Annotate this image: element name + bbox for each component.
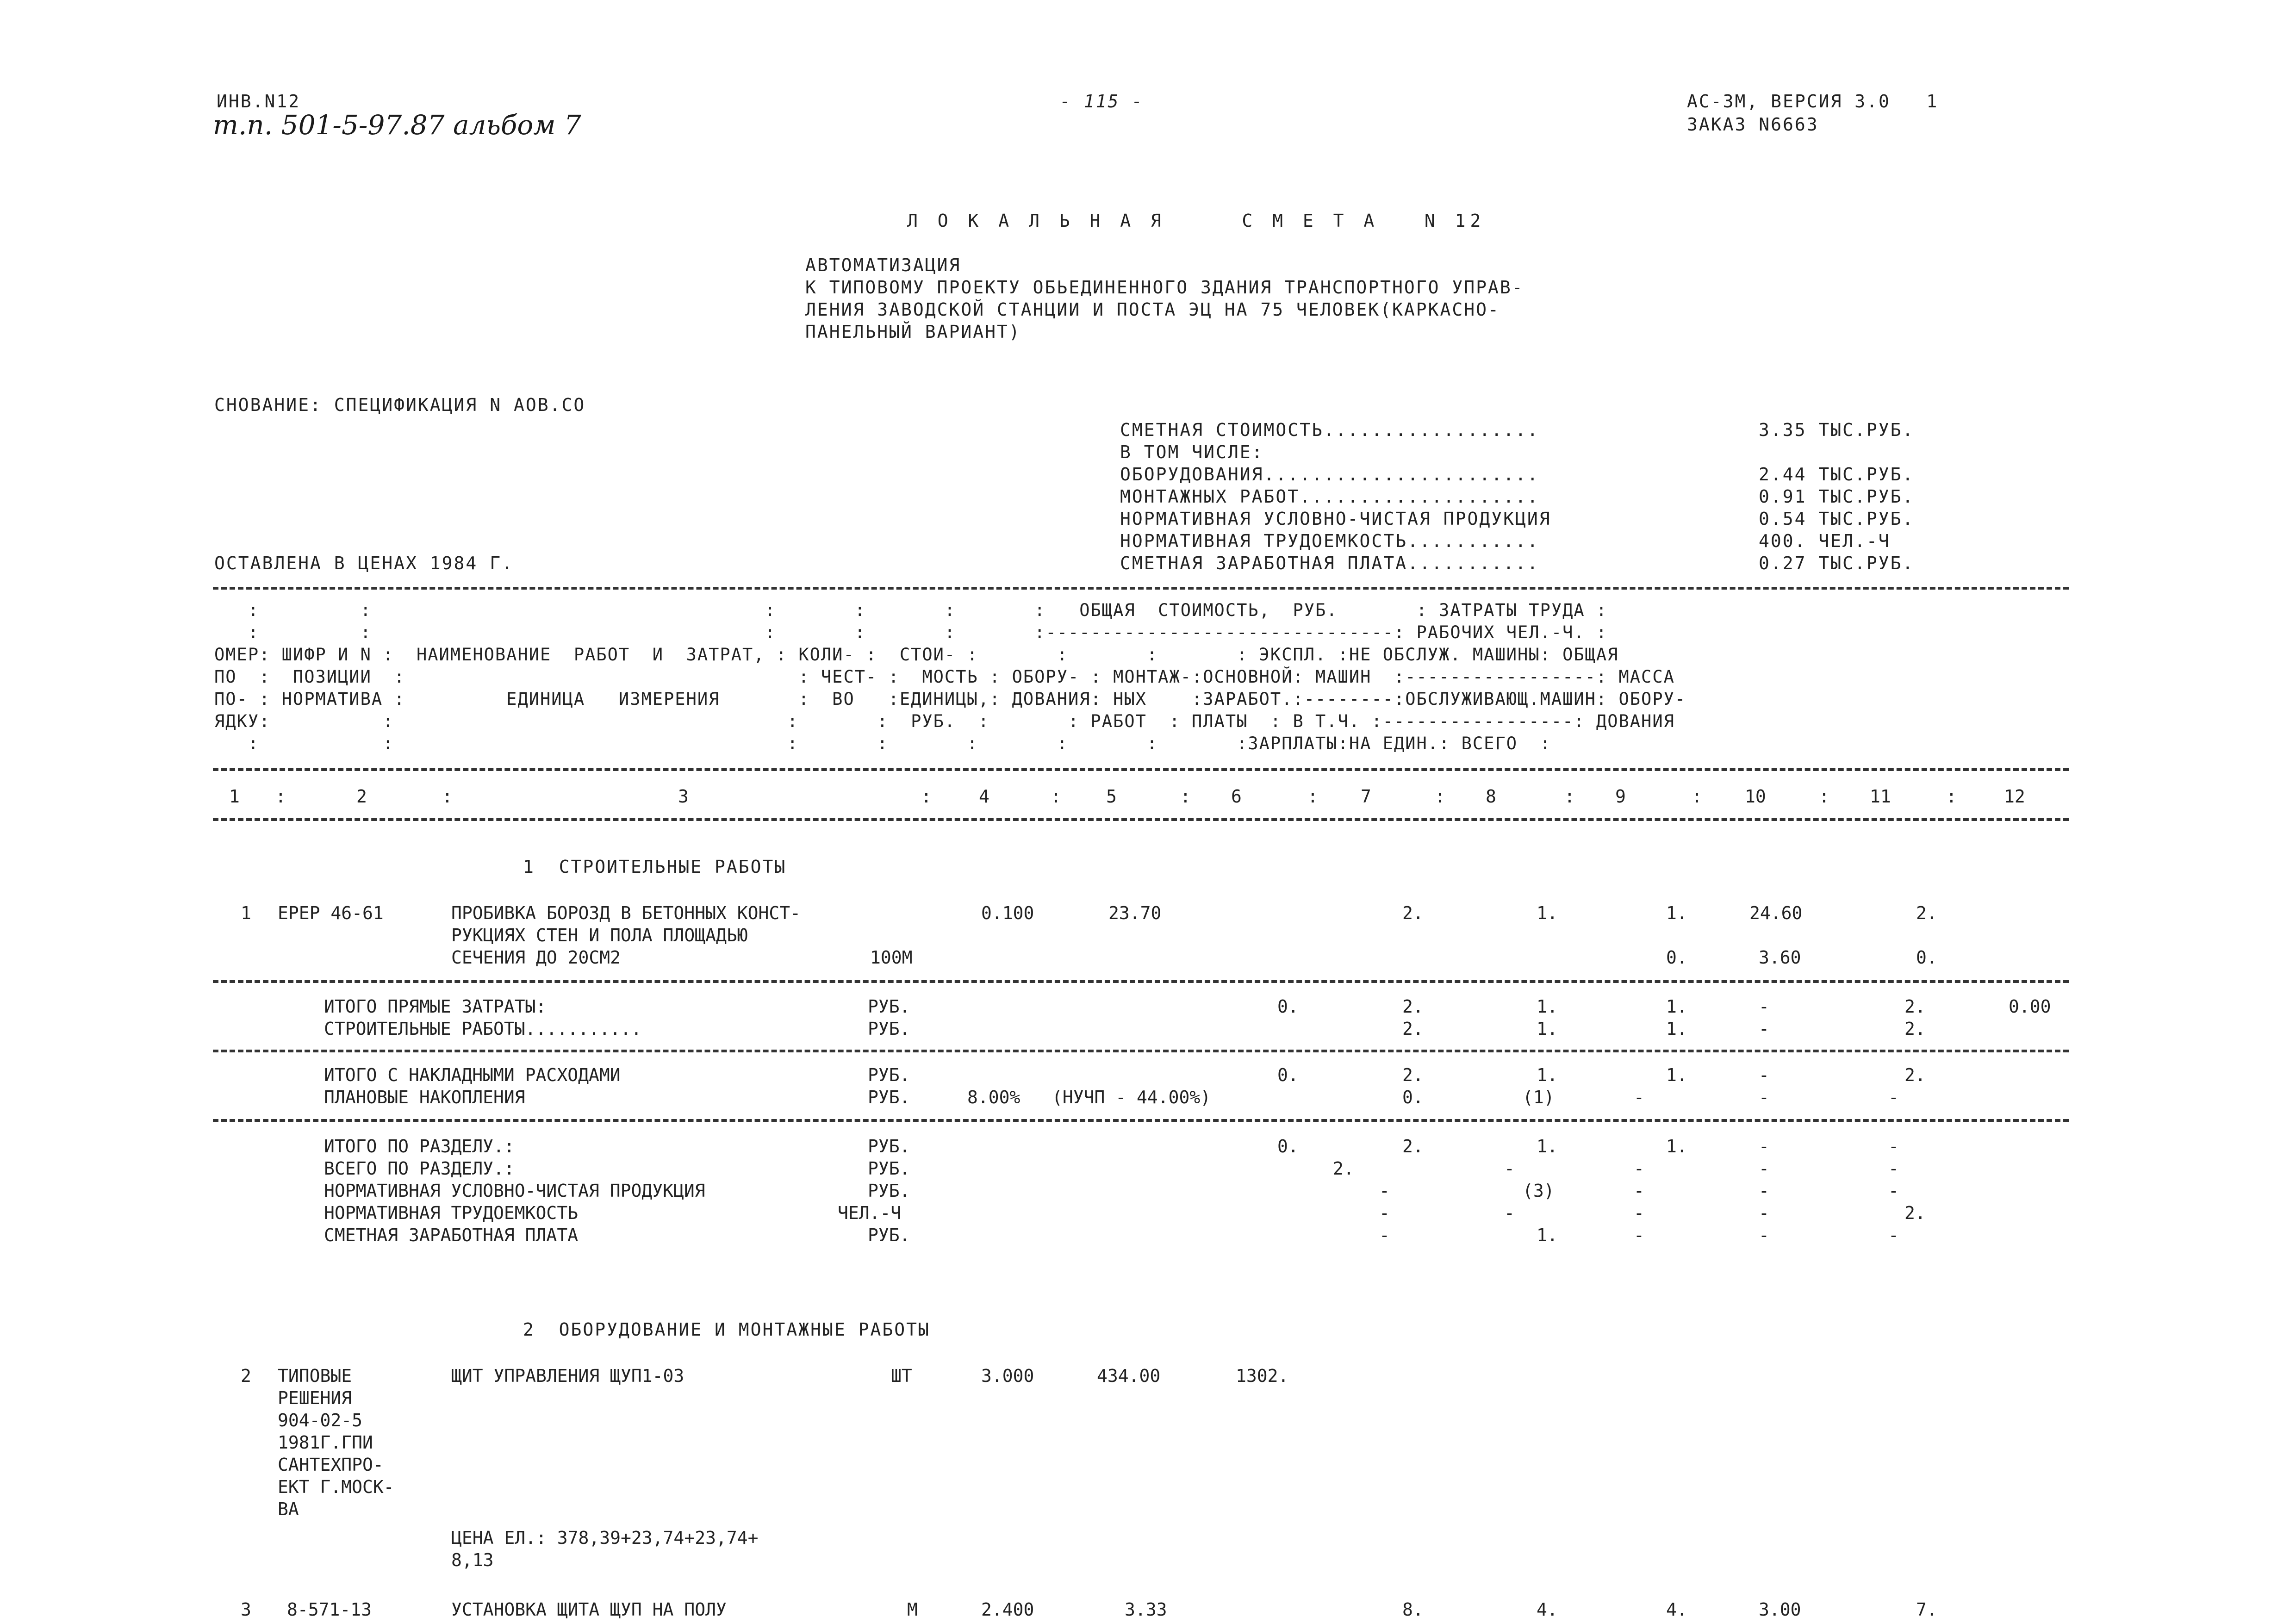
subtitle-line-2: К ТИПОВОМУ ПРОЕКТУ ОБЬЕДИНЕННОГО ЗДАНИЯ ТРАНСПОРТНОГО УПРАВ-	[805, 277, 1524, 298]
planned-savings-unit: РУБ.	[868, 1087, 910, 1107]
column-separator: :	[1180, 786, 1191, 807]
unit-price: 434.00	[1097, 1366, 1161, 1386]
section-grand-labor: -	[1888, 1158, 1899, 1179]
subtitle-line-3: ЛЕНИЯ ЗАВОДСКОЙ СТАНЦИИ И ПОСТА ЭЦ НА 75 ЧЕЛОВЕК(КАРКАСНО-	[805, 299, 1500, 320]
order-number: ЗАКАЗ N6663	[1687, 114, 1819, 135]
montage-cost: 8.	[1402, 1599, 1424, 1620]
quantity: 0.100	[981, 903, 1034, 923]
column-number: 8	[1486, 786, 1496, 807]
section-total-montage: 2.	[1402, 1136, 1424, 1157]
estimated-salary-labor-unit: -	[1759, 1225, 1769, 1245]
section-grand-labor-unit: -	[1759, 1158, 1769, 1179]
section-total-equipment: 0.	[1277, 1136, 1299, 1157]
section-total-salary: 1.	[1537, 1136, 1558, 1157]
machine-salary: 0.	[1666, 947, 1687, 968]
header-line: : : : : : : : :ЗАРПЛАТЫ:НА ЕДИН.: ВСЕГО :	[214, 734, 1551, 753]
subtotal-montage: 2.	[1402, 1019, 1424, 1039]
section-total-unit: РУБ.	[868, 1136, 910, 1157]
column-number: 2	[356, 786, 367, 807]
column-number: 7	[1361, 786, 1371, 807]
summary-label: СМЕТНАЯ ЗАРАБОТНАЯ ПЛАТА...........	[1120, 553, 1539, 573]
labor-intensity-montage: -	[1379, 1203, 1390, 1223]
column-separator: :	[921, 786, 932, 807]
column-separator: :	[1435, 786, 1445, 807]
subtotal-label: ИТОГО ПРЯМЫЕ ЗАТРАТЫ:	[324, 996, 547, 1017]
labor-intensity-total: 2.	[1904, 1203, 1926, 1223]
table-top-rule	[213, 587, 2069, 590]
planned-savings-machines: -	[1634, 1087, 1644, 1107]
column-separator: :	[275, 786, 286, 807]
section-grand-salary: -	[1504, 1158, 1515, 1179]
row-number: 1	[241, 903, 251, 923]
planned-savings-labor-unit: -	[1759, 1087, 1769, 1107]
labor-intensity-machines: -	[1634, 1203, 1644, 1223]
montage-cost: 2.	[1402, 903, 1424, 923]
prices-year-line: ОСТАВЛЕНА В ЦЕНАХ 1984 Г.	[214, 553, 514, 573]
subtotal-mass: 0.00	[2009, 996, 2051, 1017]
subtotal-rule	[213, 1050, 2069, 1052]
norm-code-line: РЕШЕНИЯ	[278, 1388, 352, 1408]
base-salary: 4.	[1537, 1599, 1558, 1620]
labor-intensity-labor-unit: -	[1759, 1203, 1769, 1223]
column-separator: :	[1946, 786, 1957, 807]
column-number: 11	[1870, 786, 1891, 807]
subtotal-salary: 1.	[1537, 1019, 1558, 1039]
subtotal-unit: РУБ.	[868, 1019, 910, 1039]
page-number: - 115 -	[1060, 91, 1144, 112]
unit: 100М	[870, 947, 913, 968]
estimated-salary-labor: -	[1888, 1225, 1899, 1245]
column-number: 3	[678, 786, 689, 807]
subtotal-labor: 2.	[1904, 996, 1926, 1017]
machine-cost: 1.	[1666, 903, 1687, 923]
row-number: 2	[241, 1366, 251, 1386]
document-title: Л О К А Л Ь Н А Я С М Е Т А N 12	[907, 211, 1486, 231]
estimated-salary-unit: РУБ.	[868, 1225, 910, 1245]
subtotal-unit: РУБ.	[868, 996, 910, 1017]
net-product-labor-unit: -	[1759, 1181, 1769, 1201]
net-product-label: НОРМАТИВНАЯ УСЛОВНО-ЧИСТАЯ ПРОДУКЦИЯ	[324, 1181, 705, 1201]
net-product-unit: РУБ.	[868, 1181, 910, 1201]
header-rule	[213, 768, 2069, 771]
machine-cost: 4.	[1666, 1599, 1687, 1620]
subtotal-labor-unit: -	[1759, 1019, 1769, 1039]
summary-value: 0.54 ТЫС.РУБ.	[1759, 509, 1915, 529]
summary-value: 3.35 ТЫС.РУБ.	[1759, 420, 1915, 440]
header-line: ПО- : НОРМАТИВА : ЕДИНИЦА ИЗМЕРЕНИЯ : ВО :ЕДИНИЦЫ,: ДОВАНИЯ: НЫХ :ЗАРАБОТ.:--------:ОБСЛУЖИВАЮЩ.МАШИН: ОБОРУ-	[214, 689, 1686, 709]
column-number: 10	[1745, 786, 1766, 807]
row-number: 3	[241, 1599, 251, 1620]
net-product-salary: (3)	[1523, 1181, 1555, 1201]
column-separator: :	[1051, 786, 1061, 807]
labor-total: 2.	[1916, 903, 1937, 923]
norm-code-line: ЕКТ Г.МОСК-	[278, 1477, 394, 1497]
machine-labor-per-unit: 3.60	[1759, 947, 1801, 968]
section-total-labor-unit: -	[1759, 1136, 1769, 1157]
column-separator: :	[1564, 786, 1575, 807]
header-line: : : : : : :-------------------------------: РАБОЧИХ ЧЕЛ.-Ч. :	[214, 622, 1608, 642]
norm-code: ЕРЕР 46-61	[278, 903, 384, 923]
subtotal-machines: 1.	[1666, 996, 1687, 1017]
labor-intensity-unit: ЧЕЛ.-Ч	[838, 1203, 902, 1223]
handwritten-album-ref: т.п. 501-5-97.87 альбом 7	[213, 109, 581, 141]
section-total-label: ИТОГО ПО РАЗДЕЛУ.:	[324, 1136, 515, 1157]
column-number: 4	[979, 786, 989, 807]
subtitle-line-1: АВТОМАТИЗАЦИЯ	[805, 255, 961, 275]
column-number: 12	[2004, 786, 2025, 807]
section-grand-unit: РУБ.	[868, 1158, 910, 1179]
net-product-machines: -	[1634, 1181, 1644, 1201]
column-separator: :	[1819, 786, 1829, 807]
column-number: 6	[1231, 786, 1242, 807]
column-separator: :	[442, 786, 453, 807]
work-name: УСТАНОВКА ЩИТА ЩУП НА ПОЛУ	[451, 1599, 727, 1620]
labor-per-unit: 24.60	[1749, 903, 1803, 923]
header-line: ПО : ПОЗИЦИИ : : ЧЕСТ- : МОСТЬ : ОБОРУ- : МОНТАЖ-:ОСНОВНОЙ: МАШИН :-----------------: МАССА	[214, 667, 1675, 687]
subtotal-labor: 2.	[1904, 1019, 1926, 1039]
price-note-line: 8,13	[451, 1550, 494, 1570]
estimated-salary-salary: 1.	[1537, 1225, 1558, 1245]
overhead-machines: 1.	[1666, 1065, 1687, 1085]
overhead-label: ИТОГО С НАКЛАДНЫМИ РАСХОДАМИ	[324, 1065, 621, 1085]
subtotal-montage: 2.	[1402, 996, 1424, 1017]
planned-savings-salary: (1)	[1523, 1087, 1555, 1107]
planned-savings-montage: 0.	[1402, 1087, 1424, 1107]
work-name: ЩИТ УПРАВЛЕНИЯ ЩУП1-03	[451, 1366, 684, 1386]
program-version: АС-3М, ВЕРСИЯ 3.0 1	[1687, 91, 1939, 112]
overhead-labor: 2.	[1904, 1065, 1926, 1085]
base-salary: 1.	[1537, 903, 1558, 923]
summary-value: 400. ЧЕЛ.-Ч	[1759, 531, 1891, 551]
summary-value: 0.91 ТЫС.РУБ.	[1759, 486, 1915, 507]
header-line: ОМЕР: ШИФР И N : НАИМЕНОВАНИЕ РАБОТ И ЗАТРАТ, : КОЛИ- : СТОИ- : : : : ЭКСПЛ. :НЕ ОБСЛУЖ. МАШИНЫ: ОБЩАЯ	[214, 645, 1619, 665]
quantity: 3.000	[981, 1366, 1034, 1386]
overhead-labor-unit: -	[1759, 1065, 1769, 1085]
estimated-salary-label: СМЕТНАЯ ЗАРАБОТНАЯ ПЛАТА	[324, 1225, 579, 1245]
summary-value: 2.44 ТЫС.РУБ.	[1759, 464, 1915, 485]
column-separator: :	[1692, 786, 1702, 807]
summary-label: ОБОРУДОВАНИЯ.......................	[1120, 464, 1539, 485]
section-grand-machines: -	[1634, 1158, 1644, 1179]
norm-code-line: ВА	[278, 1499, 299, 1519]
unit: ШТ	[891, 1366, 912, 1386]
norm-code-line: ТИПОВЫЕ	[278, 1366, 352, 1386]
estimated-salary-machines: -	[1634, 1225, 1644, 1245]
norm-code-line: 1981Г.ГПИ	[278, 1432, 373, 1453]
norm-code-line: САНТЕХПРО-	[278, 1455, 384, 1475]
section-1-title: 1 СТРОИТЕЛЬНЫЕ РАБОТЫ	[523, 857, 787, 877]
summary-value: 0.27 ТЫС.РУБ.	[1759, 553, 1915, 573]
unit: М	[907, 1599, 918, 1620]
work-name-line: РУКЦИЯХ СТЕН И ПОЛА ПЛОЩАДЬЮ	[451, 925, 748, 945]
inventory-number: ИНВ.N12	[217, 91, 301, 112]
equipment-cost: 1302.	[1236, 1366, 1289, 1386]
work-name-line: ПРОБИВКА БОРОЗД В БЕТОННЫХ КОНСТ-	[451, 903, 801, 923]
column-number: 5	[1106, 786, 1117, 807]
overhead-montage: 2.	[1402, 1065, 1424, 1085]
header-line: ЯДКУ: : : : РУБ. : : РАБОТ : ПЛАТЫ : В Т.Ч. :-----------------: ДОВАНИЯ	[214, 711, 1675, 731]
work-name-line: СЕЧЕНИЯ ДО 20СМ2	[451, 947, 621, 968]
section-2-title: 2 ОБОРУДОВАНИЕ И МОНТАЖНЫЕ РАБОТЫ	[523, 1319, 930, 1340]
planned-savings-label: ПЛАНОВЫЕ НАКОПЛЕНИЯ	[324, 1087, 525, 1107]
labor-per-unit: 3.00	[1759, 1599, 1801, 1620]
net-product-montage: -	[1379, 1181, 1390, 1201]
overhead-rule	[213, 1119, 2069, 1122]
overhead-unit: РУБ.	[868, 1065, 910, 1085]
summary-label: СМЕТНАЯ СТОИМОСТЬ..................	[1120, 420, 1539, 440]
norm-code-line: 904-02-5	[278, 1410, 363, 1430]
column-number: 9	[1615, 786, 1626, 807]
price-note-line: ЦЕНА ЕЛ.: 378,39+23,74+23,74+	[451, 1528, 759, 1548]
section-grand-label: ВСЕГО ПО РАЗДЕЛУ.:	[324, 1158, 515, 1179]
norm-code: 8-571-13	[287, 1599, 372, 1620]
subtotal-labor-unit: -	[1759, 996, 1769, 1017]
column-number: 1	[229, 786, 240, 807]
labor-intensity-label: НОРМАТИВНАЯ ТРУДОЕМКОСТЬ	[324, 1203, 579, 1223]
unit-price: 3.33	[1125, 1599, 1167, 1620]
machine-labor-total: 0.	[1916, 947, 1937, 968]
summary-label: МОНТАЖНЫХ РАБОТ....................	[1120, 486, 1539, 507]
estimated-salary-montage: -	[1379, 1225, 1390, 1245]
overhead-equipment: 0.	[1277, 1065, 1299, 1085]
row-rule	[213, 980, 2069, 983]
unit-price: 23.70	[1108, 903, 1162, 923]
column-separator: :	[1307, 786, 1318, 807]
overhead-salary: 1.	[1537, 1065, 1558, 1085]
summary-label: НОРМАТИВНАЯ УСЛОВНО-ЧИСТАЯ ПРОДУКЦИЯ	[1120, 509, 1551, 529]
quantity: 2.400	[981, 1599, 1034, 1620]
planned-savings-rate: 8.00% (НУЧП - 44.00%)	[967, 1087, 1211, 1107]
subtotal-machines: 1.	[1666, 1019, 1687, 1039]
section-total-labor: -	[1888, 1136, 1899, 1157]
column-numbers-rule	[213, 818, 2069, 821]
labor-intensity-salary: -	[1504, 1203, 1515, 1223]
basis-line: СНОВАНИЕ: СПЕЦИФИКАЦИЯ N АОВ.СО	[214, 395, 586, 415]
section-total-machines: 1.	[1666, 1136, 1687, 1157]
subtitle-line-4: ПАНЕЛЬНЫЙ ВАРИАНТ)	[805, 322, 1021, 342]
subtotal-salary: 1.	[1537, 996, 1558, 1017]
summary-label: НОРМАТИВНАЯ ТРУДОЕМКОСТЬ...........	[1120, 531, 1539, 551]
section-grand-equipment: 2.	[1333, 1158, 1354, 1179]
summary-label: В ТОМ ЧИСЛЕ:	[1120, 442, 1264, 462]
subtotal-label: СТРОИТЕЛЬНЫЕ РАБОТЫ...........	[324, 1019, 642, 1039]
subtotal-equipment: 0.	[1277, 996, 1299, 1017]
planned-savings-labor: -	[1888, 1087, 1899, 1107]
net-product-labor: -	[1888, 1181, 1899, 1201]
labor-total: 7.	[1916, 1599, 1937, 1620]
header-line: : : : : : : ОБЩАЯ СТОИМОСТЬ, РУБ. : ЗАТРАТЫ ТРУДА :	[214, 600, 1608, 620]
